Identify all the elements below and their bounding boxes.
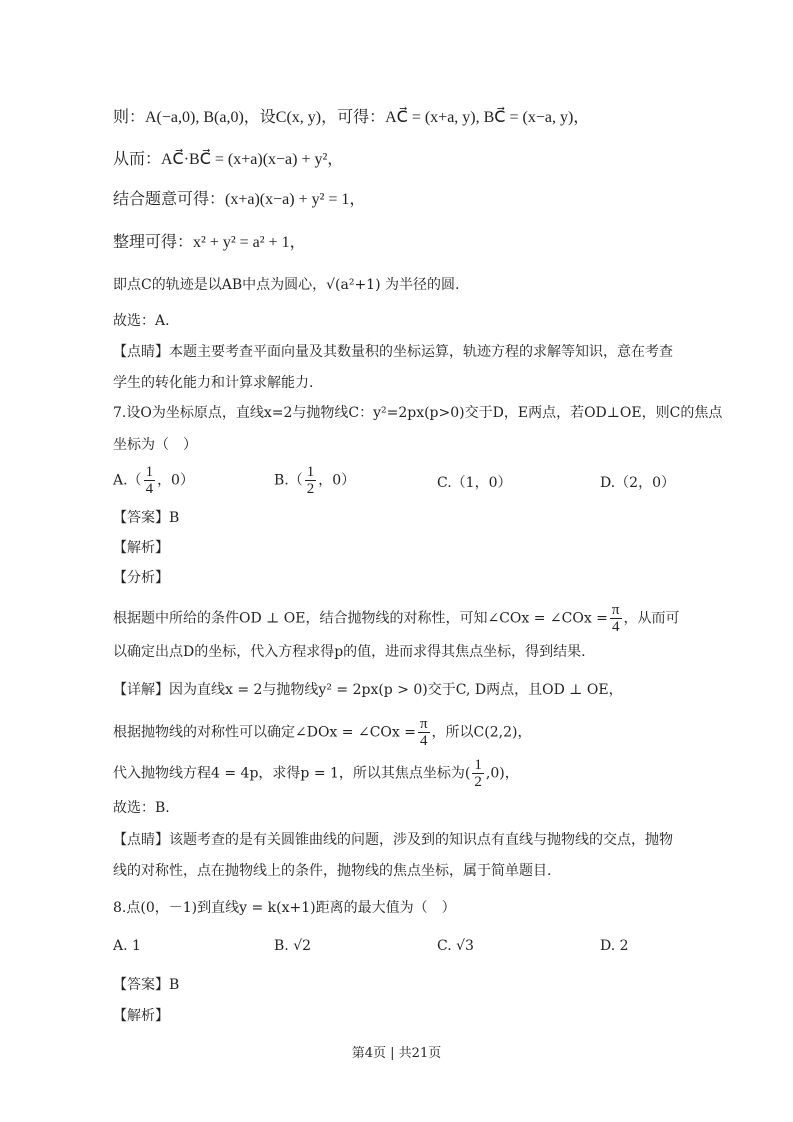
fraction [305, 464, 317, 497]
fraction [144, 464, 156, 497]
text: 根据抛物线的对称性可以确定∠DOx = ∠COx = [113, 724, 416, 741]
option-c: C. √3 [437, 938, 474, 954]
option-text: ，0） [318, 472, 356, 489]
analysis-heading: 【分析】 [113, 570, 169, 586]
numerator: π [419, 716, 428, 732]
solution-line: 从而：AC⃗·BC⃗ = (x+a)(x−a) + y²， [113, 151, 344, 168]
fraction [472, 757, 484, 790]
detail-line: 【详解】因为直线x = 2与抛物线y² = 2px(p > 0)交于C, D两点，且OD ⊥ OE， [113, 682, 623, 698]
numerator: 1 [145, 464, 154, 480]
option-label: A.（ [113, 472, 142, 489]
answer-label: 【答案】B [113, 510, 180, 526]
option-a [113, 464, 194, 497]
numerator: 1 [474, 757, 482, 773]
comment-line: 【点睛】该题考查的是有关圆锥曲线的问题，涉及到的知识点有直线与抛物线的交点，抛物 [113, 832, 673, 848]
text: 代入抛物线方程4 = 4p，求得p = 1，所以其焦点坐标为( [113, 765, 471, 782]
denominator: 4 [145, 481, 154, 497]
question-8-stem: 8.点(0，－1)到直线y = k(x+1)距离的最大值为（ ） [113, 900, 456, 916]
solution-line: 整理可得：x² + y² = a² + 1， [113, 234, 306, 251]
page-footer: 第4页 | 共21页 [351, 1046, 442, 1061]
option-b [274, 464, 355, 497]
detail-line: 故选：B. [113, 800, 170, 816]
solution-line: 则：A(−a,0), B(a,0)，设C(x, y)，可得：AC⃗ = (x+a, y), BC⃗ = (x−a, y)， [113, 109, 590, 126]
text: 根据题中所给的条件OD ⊥ OE，结合抛物线的对称性，可知∠COx = ∠COx = [113, 610, 608, 627]
analysis-line [113, 602, 680, 635]
numerator: 1 [306, 464, 315, 480]
denominator: 4 [420, 733, 428, 749]
solution-line: 故选：A. [113, 313, 170, 329]
analysis-heading: 【解析】 [113, 1008, 169, 1024]
question-7-stem: 坐标为（ ） [113, 437, 197, 453]
answer-label: 【答案】B [113, 977, 180, 993]
option-d: D. 2 [600, 938, 629, 954]
denominator: 2 [306, 481, 315, 497]
analysis-line: 以确定出点D的坐标，代入方程求得p的值，进而求得其焦点坐标，得到结果. [113, 644, 586, 660]
fraction [418, 716, 430, 749]
detail-line [113, 757, 519, 790]
option-text: ，0） [157, 472, 194, 489]
option-a: A. 1 [113, 938, 141, 954]
detail-line [113, 716, 531, 749]
denominator: 4 [611, 619, 620, 635]
option-b: B. √2 [274, 938, 312, 954]
text: ，从而可 [623, 610, 680, 627]
question-7-stem: 7.设O为坐标原点，直线x=2与抛物线C：y²=2px(p>0)交于D，E两点，若OD⊥OE，则C的焦点 [113, 405, 723, 421]
analysis-heading: 【解析】 [113, 540, 169, 556]
option-c: C.（1，0） [437, 475, 512, 491]
comment-line: 【点睛】本题主要考查平面向量及其数量积的坐标运算，轨迹方程的求解等知识，意在考查 [113, 344, 673, 360]
comment-line: 学生的转化能力和计算求解能力. [113, 375, 314, 391]
text: ,0)， [485, 765, 519, 782]
text: ，所以C(2,2)， [431, 724, 532, 741]
solution-line: 结合题意可得：(x+a)(x−a) + y² = 1， [113, 191, 366, 208]
option-d: D.（2，0） [600, 475, 675, 491]
numerator: π [611, 602, 620, 618]
comment-line: 线的对称性，点在抛物线上的条件，抛物线的焦点坐标，属于简单题目. [113, 863, 552, 879]
solution-line: 即点C的轨迹是以AB中点为圆心，√(a²+1) 为半径的圆. [113, 277, 460, 293]
fraction [610, 602, 622, 635]
denominator: 2 [474, 774, 482, 790]
option-label: B.（ [274, 472, 303, 489]
